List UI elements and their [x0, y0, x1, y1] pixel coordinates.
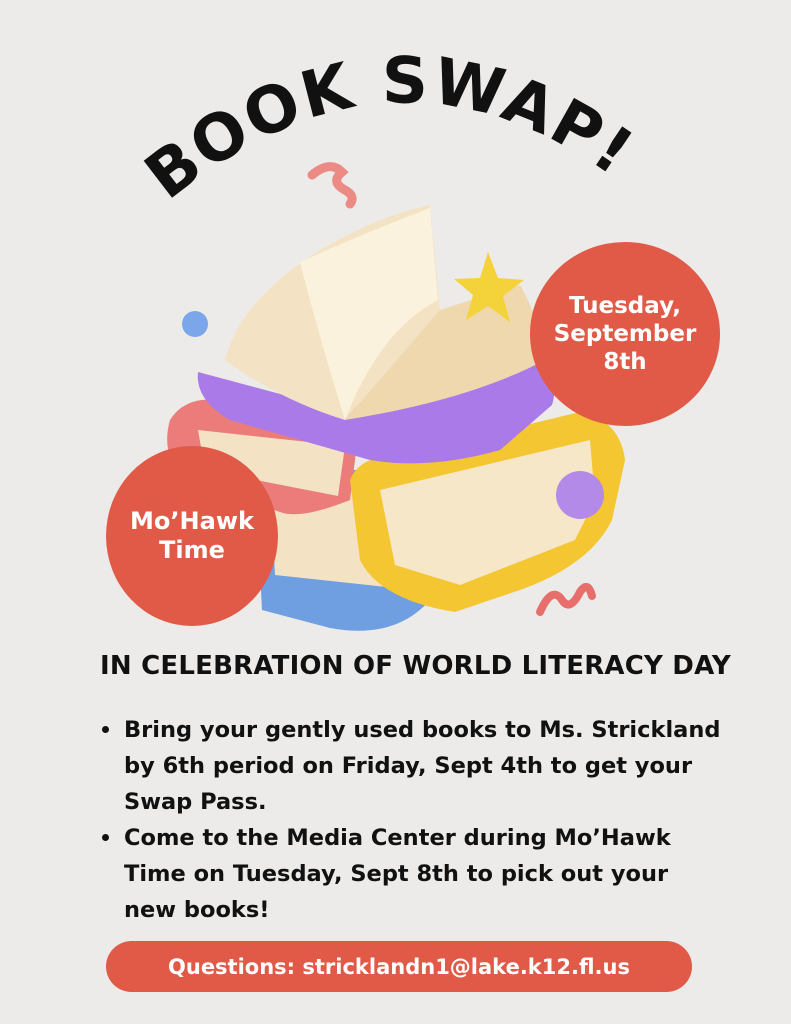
sphere-icon	[556, 471, 604, 519]
list-item: Come to the Media Center during Mo’Hawk Time on Tuesday, Sept 8th to pick out your new books!	[124, 820, 724, 928]
ribbon-icon	[540, 587, 592, 612]
contact-text: Questions: stricklandn1@lake.k12.fl.us	[168, 954, 630, 979]
contact-banner	[106, 941, 692, 992]
sphere-icon	[182, 311, 208, 337]
date-badge	[530, 242, 720, 426]
date-line-3: 8th	[603, 349, 647, 376]
date-line-1: Tuesday,	[568, 292, 682, 319]
time-line-2: Time	[159, 536, 225, 564]
date-line-2: September	[553, 320, 697, 347]
list-item: Bring your gently used books to Ms. Strickland by 6th period on Friday, Sept 4th to get your Swap Pass.	[124, 712, 724, 820]
subtitle: IN CELEBRATION OF WORLD LITERACY DAY	[100, 651, 731, 681]
ribbon-icon	[312, 167, 352, 204]
time-badge	[106, 446, 278, 626]
title-text: BOOK SWAP!	[132, 44, 647, 215]
time-line-1: Mo’Hawk	[130, 506, 254, 535]
info-list	[124, 712, 724, 928]
